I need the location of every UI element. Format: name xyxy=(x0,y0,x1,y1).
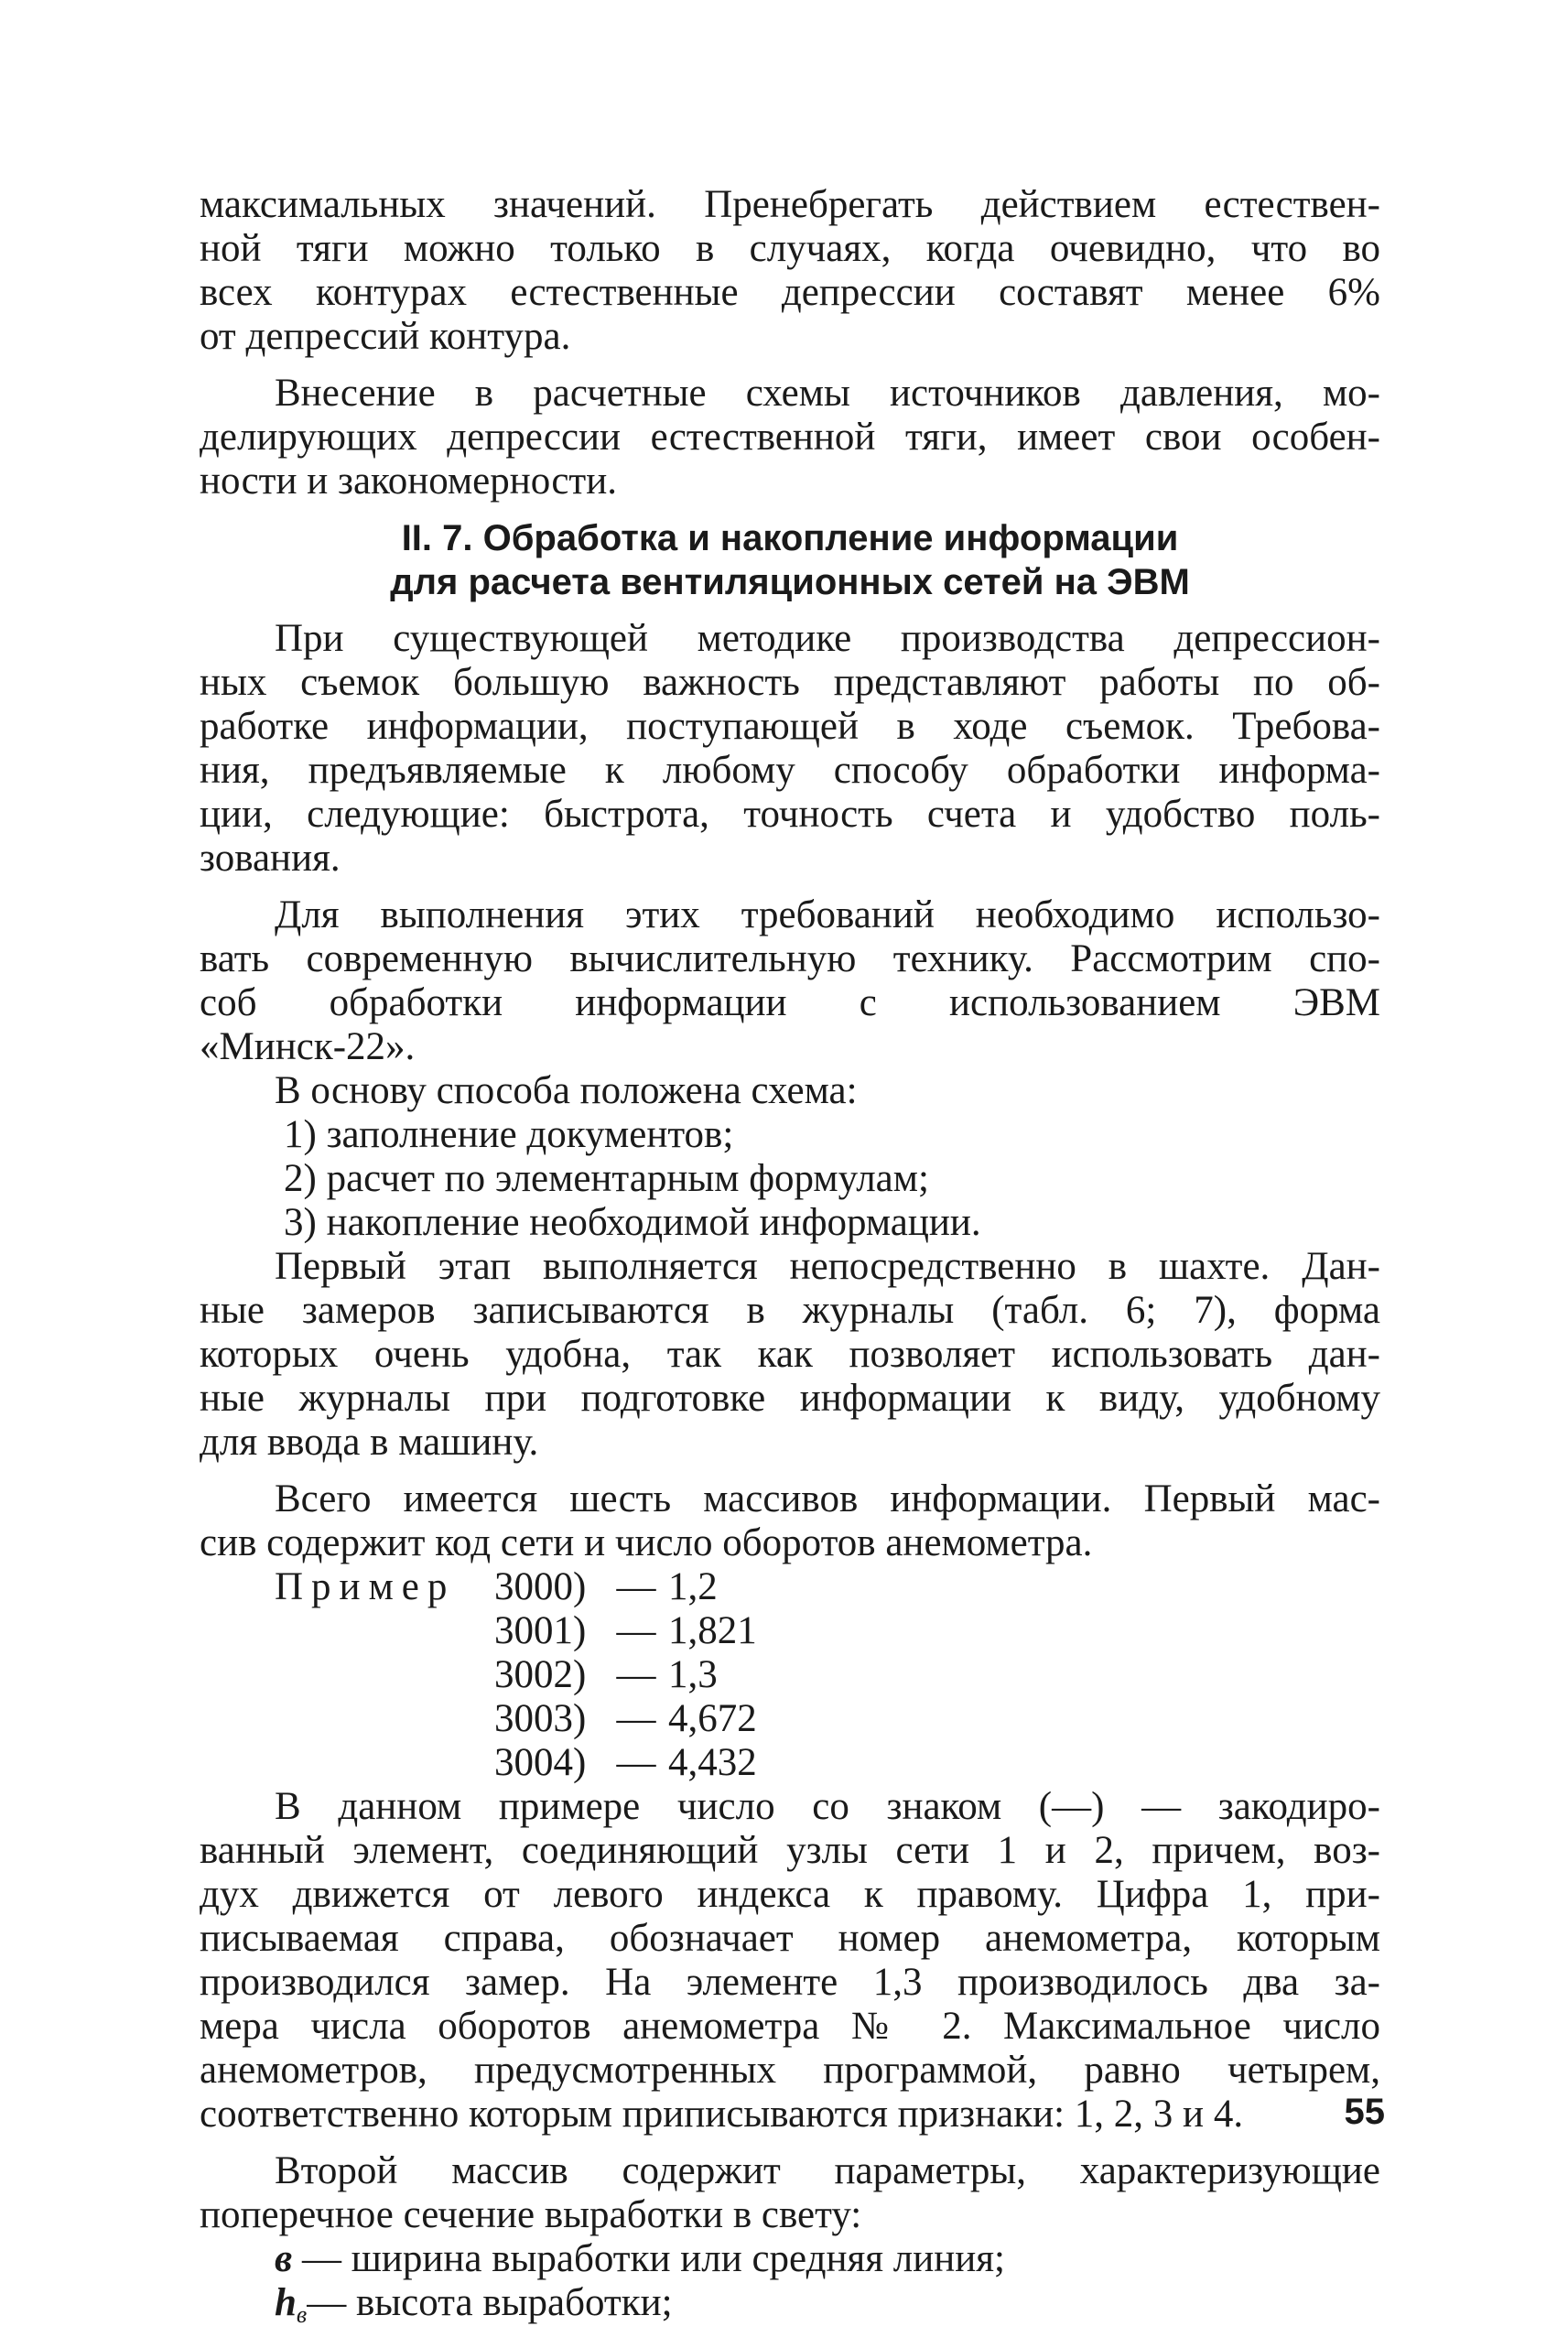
definition-list xyxy=(200,2237,1380,2328)
example-dash: — xyxy=(616,1653,656,1696)
example-value: 1,2 xyxy=(668,1565,718,1608)
example-value: 1,3 xyxy=(668,1653,718,1696)
example-block xyxy=(200,1565,1380,1785)
example-row xyxy=(494,1609,757,1653)
scheme-list xyxy=(200,1113,1380,1245)
text-line: для ввода в машину. xyxy=(200,1421,539,1464)
example-value: 1,821 xyxy=(668,1609,757,1652)
paragraph-intro xyxy=(200,183,1380,359)
page-number: 55 xyxy=(1344,2092,1385,2132)
text-line: вать современную вычислительную технику. Рассмотрим спо- xyxy=(200,937,1380,980)
list-item: 1) заполнение документов; xyxy=(284,1113,734,1156)
text-line: анемометров, предусмотренных программой, равно четырем, xyxy=(200,2049,1380,2092)
definition-text: — ширина выработки или средняя линия; xyxy=(292,2237,1005,2280)
definition-text: — высота выработки; xyxy=(307,2281,673,2324)
heading-line: II. 7. Обработка и накопление информации xyxy=(401,518,1179,558)
example-dash: — xyxy=(616,1741,656,1784)
example-label: Пример xyxy=(275,1565,456,1608)
definition-symbol: в xyxy=(275,2237,293,2280)
example-code: 3001) xyxy=(494,1609,587,1652)
text-line: соответственно которым приписываются признаки: 1, 2, 3 и 4. xyxy=(200,2093,1244,2136)
text-line: ной тяги можно только в случаях, когда очевидно, что во xyxy=(200,227,1380,270)
paragraph-arrays xyxy=(200,1477,1380,1565)
text-line: мера числа оборотов анемометра № 2. Максимальное число xyxy=(200,2005,1380,2048)
definition-subscript: в xyxy=(296,2301,308,2328)
example-code: 3003) xyxy=(494,1697,587,1740)
example-row xyxy=(494,1565,718,1609)
text-line: поперечное сечение выработки в свету: xyxy=(200,2193,862,2236)
text-line: ности и закономерности. xyxy=(200,460,617,503)
text-line: Всего имеется шесть массивов информации. Первый мас- xyxy=(275,1477,1380,1520)
example-dash: — xyxy=(616,1565,656,1608)
text-line: Для выполнения этих требований необходимо использо- xyxy=(275,893,1380,936)
text-line: соб обработки информации с использованием ЭВМ xyxy=(200,981,1380,1024)
example-row xyxy=(494,1741,757,1785)
paragraph-second-array xyxy=(200,2149,1380,2237)
example-dash: — xyxy=(616,1609,656,1652)
text-line: писываемая справа, обозначает номер анемометра, которым xyxy=(200,1917,1380,1960)
text-line: Первый этап выполняется непосредственно в шахте. Дан- xyxy=(275,1245,1380,1288)
text-line: всех контурах естественные депрессии составят менее 6% xyxy=(200,271,1380,314)
text-line: работке информации, поступающей в ходе съемок. Требова- xyxy=(200,705,1380,748)
text-line: зования. xyxy=(200,837,341,880)
text-line: ции, следующие: быстрота, точность счета и удобство поль- xyxy=(200,793,1380,836)
text-line: ные замеров записываются в журналы (табл. 6; 7), форма xyxy=(200,1289,1380,1332)
example-value: 4,672 xyxy=(668,1697,757,1740)
example-value: 4,432 xyxy=(668,1741,757,1784)
text-line: сив содержит код сети и число оборотов анемометра. xyxy=(200,1521,1093,1564)
paragraph-method xyxy=(200,617,1380,881)
example-code: 3000) xyxy=(494,1565,587,1608)
text-line: ных съемок большую важность представляют работы по об- xyxy=(200,661,1380,704)
text-line: максимальных значений. Пренебрегать действием естествен- xyxy=(200,183,1380,226)
example-code: 3002) xyxy=(494,1653,587,1696)
text-line: Второй массив содержит параметры, характеризующие xyxy=(275,2149,1380,2192)
text-line: ния, предъявляемые к любому способу обработки информа- xyxy=(200,749,1380,792)
example-row xyxy=(494,1653,718,1697)
definition-item xyxy=(200,2281,1380,2328)
text-line: «Минск-22». xyxy=(200,1025,416,1068)
example-code: 3004) xyxy=(494,1741,587,1784)
scheme-intro: В основу способа положена схема: xyxy=(275,1069,858,1112)
text-line: от депрессий контура. xyxy=(200,315,571,358)
list-item: 2) расчет по элементарным формулам; xyxy=(284,1157,929,1200)
example-dash: — xyxy=(616,1697,656,1740)
paragraph-technology xyxy=(200,893,1380,1069)
definition-symbol: h xyxy=(275,2281,297,2324)
text-line: производился замер. На элементе 1,3 производилось два за- xyxy=(200,1961,1380,2004)
text-line: В данном примере число со знаком (—) — закодиро- xyxy=(275,1785,1380,1828)
heading-line: для расчета вентиляционных сетей на ЭВМ xyxy=(390,562,1190,602)
text-line: ванный элемент, соединяющий узлы сети 1 и 2, причем, воз- xyxy=(200,1829,1380,1872)
paragraph-stage-one xyxy=(200,1245,1380,1465)
example-row xyxy=(494,1697,757,1741)
list-item: 3) накопление необходимой информации. xyxy=(284,1201,981,1244)
text-line: делирующих депрессии естественной тяги, имеет свои особен- xyxy=(200,416,1380,459)
text-line: ные журналы при подготовке информации к виду, удобному xyxy=(200,1377,1380,1420)
section-heading xyxy=(200,516,1380,604)
definition-item xyxy=(200,2237,1380,2281)
text-line: которых очень удобна, так как позволяет использовать дан- xyxy=(200,1333,1380,1376)
text-column xyxy=(200,183,1380,2328)
text-line: При существующей методике производства депрессион- xyxy=(275,617,1380,660)
paragraph-sources xyxy=(200,372,1380,503)
text-line: Внесение в расчетные схемы источников давления, мо- xyxy=(275,372,1380,415)
paragraph-explanation xyxy=(200,1785,1380,2137)
text-line: дух движется от левого индекса к правому. Цифра 1, при- xyxy=(200,1873,1380,1916)
